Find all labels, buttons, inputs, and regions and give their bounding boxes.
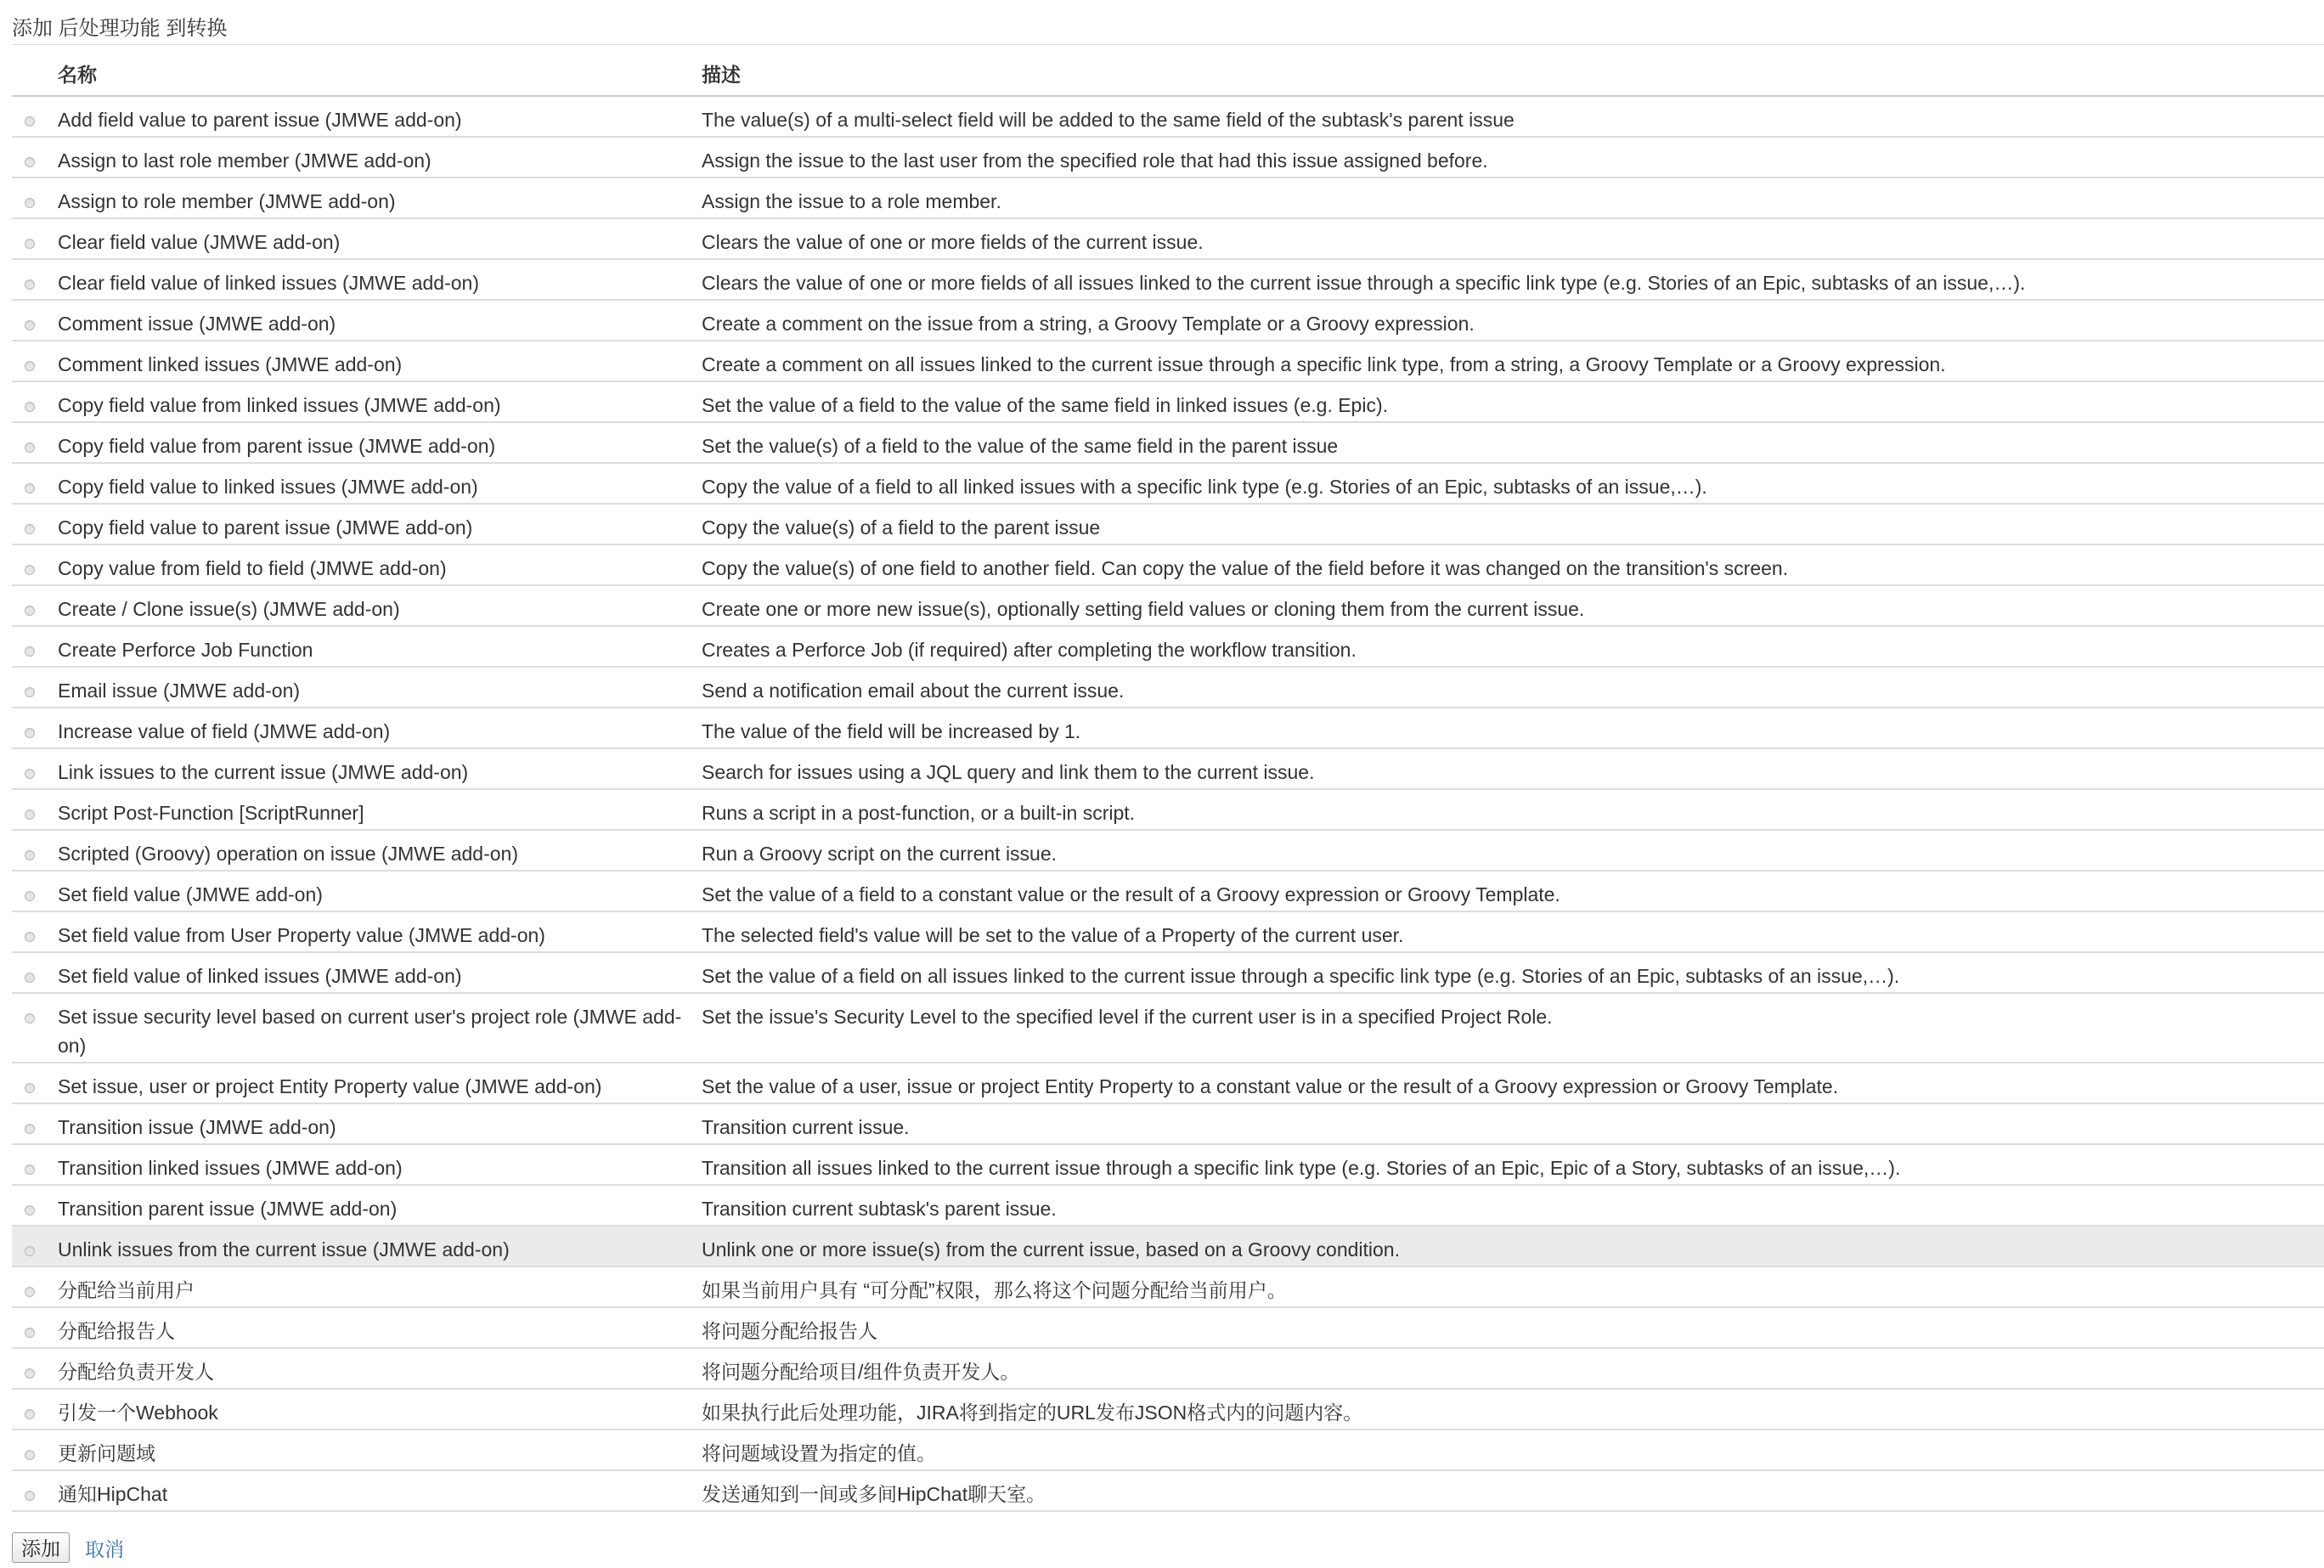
post-function-radio[interactable] bbox=[25, 1246, 35, 1256]
post-function-description: Assign the issue to the last user from the specified role that had this issue assigned before. bbox=[691, 137, 2324, 178]
post-function-radio[interactable] bbox=[25, 1205, 35, 1215]
table-row[interactable] bbox=[12, 1185, 2324, 1226]
post-function-name: Clear field value of linked issues (JMWE add-on) bbox=[48, 259, 691, 300]
cancel-link[interactable]: 取消 bbox=[85, 1538, 124, 1560]
radio-cell bbox=[12, 871, 48, 911]
post-function-description: 如果执行此后处理功能，JIRA将到指定的URL发布JSON格式内的问题内容。 bbox=[691, 1389, 2324, 1430]
post-function-radio[interactable] bbox=[25, 687, 35, 697]
post-function-description: 将问题分配给报告人 bbox=[691, 1307, 2324, 1348]
table-row[interactable] bbox=[12, 1226, 2324, 1266]
post-function-description: Set the value of a field to a constant value or the result of a Groovy expression or Groovy Template. bbox=[691, 871, 2324, 911]
radio-cell bbox=[12, 96, 48, 137]
post-function-radio[interactable] bbox=[25, 1328, 35, 1338]
post-function-description: Assign the issue to a role member. bbox=[691, 178, 2324, 218]
radio-cell bbox=[12, 178, 48, 218]
radio-cell bbox=[12, 1144, 48, 1185]
post-function-radio[interactable] bbox=[25, 1287, 35, 1297]
post-function-table bbox=[12, 54, 2324, 1512]
radio-cell bbox=[12, 463, 48, 504]
post-function-radio[interactable] bbox=[25, 1450, 35, 1460]
post-function-description: The value(s) of a multi-select field will be added to the same field of the subtask's parent issue bbox=[691, 96, 2324, 137]
post-function-radio[interactable] bbox=[25, 606, 35, 616]
radio-cell bbox=[12, 218, 48, 259]
post-function-radio[interactable] bbox=[25, 728, 35, 738]
post-function-radio[interactable] bbox=[25, 646, 35, 657]
post-function-name: Link issues to the current issue (JMWE add-on) bbox=[48, 748, 691, 789]
post-function-radio[interactable] bbox=[25, 769, 35, 779]
post-function-name: Create Perforce Job Function bbox=[48, 626, 691, 667]
post-function-description: The selected field's value will be set to the value of a Property of the current user. bbox=[691, 911, 2324, 952]
post-function-name: Copy field value to parent issue (JMWE add-on) bbox=[48, 504, 691, 544]
post-function-name: Create / Clone issue(s) (JMWE add-on) bbox=[48, 585, 691, 626]
post-function-description: Run a Groovy script on the current issue. bbox=[691, 830, 2324, 871]
post-function-radio[interactable] bbox=[25, 1491, 35, 1501]
radio-cell bbox=[12, 1389, 48, 1430]
post-function-name: Unlink issues from the current issue (JMWE add-on) bbox=[48, 1226, 691, 1266]
post-function-description: 发送通知到一间或多间HipChat聊天室。 bbox=[691, 1470, 2324, 1511]
post-function-radio[interactable] bbox=[25, 1409, 35, 1419]
post-function-radio[interactable] bbox=[25, 443, 35, 453]
post-function-name: Scripted (Groovy) operation on issue (JMWE add-on) bbox=[48, 830, 691, 871]
post-function-name: 更新问题域 bbox=[48, 1430, 691, 1470]
radio-cell bbox=[12, 1348, 48, 1389]
post-function-name: Transition parent issue (JMWE add-on) bbox=[48, 1185, 691, 1226]
post-function-radio[interactable] bbox=[25, 1083, 35, 1093]
radio-cell bbox=[12, 1307, 48, 1348]
post-function-radio[interactable] bbox=[25, 891, 35, 901]
radio-cell bbox=[12, 381, 48, 422]
post-function-description: Copy the value of a field to all linked issues with a specific link type (e.g. Stories of an Epic, subtasks of an issue,…). bbox=[691, 463, 2324, 504]
post-function-name: Set field value of linked issues (JMWE add-on) bbox=[48, 952, 691, 993]
post-function-description: 将问题域设置为指定的值。 bbox=[691, 1430, 2324, 1470]
post-function-description: Transition all issues linked to the current issue through a specific link type (e.g. Stories of an Epic, Epic of a Story, subtasks of an issue,…). bbox=[691, 1144, 2324, 1185]
table-row[interactable] bbox=[12, 911, 2324, 952]
post-function-radio[interactable] bbox=[25, 565, 35, 575]
post-function-description: Transition current subtask's parent issue. bbox=[691, 1185, 2324, 1226]
table-row[interactable] bbox=[12, 259, 2324, 300]
table-row[interactable] bbox=[12, 1470, 2324, 1511]
radio-cell bbox=[12, 911, 48, 952]
radio-cell bbox=[12, 1470, 48, 1511]
post-function-name: Add field value to parent issue (JMWE add-on) bbox=[48, 96, 691, 137]
table-row[interactable] bbox=[12, 218, 2324, 259]
table-row[interactable] bbox=[12, 830, 2324, 871]
post-function-name: 分配给当前用户 bbox=[48, 1266, 691, 1307]
post-function-description: Creates a Perforce Job (if required) after completing the workflow transition. bbox=[691, 626, 2324, 667]
post-function-description: Set the issue's Security Level to the specified level if the current user is in a specified Project Role. bbox=[691, 993, 2324, 1063]
post-function-name: Set field value (JMWE add-on) bbox=[48, 871, 691, 911]
post-function-description: Unlink one or more issue(s) from the current issue, based on a Groovy condition. bbox=[691, 1226, 2324, 1266]
radio-cell bbox=[12, 626, 48, 667]
table-row[interactable] bbox=[12, 544, 2324, 585]
table-row[interactable] bbox=[12, 585, 2324, 626]
post-function-radio[interactable] bbox=[25, 524, 35, 534]
post-function-description: The value of the field will be increased by 1. bbox=[691, 708, 2324, 748]
radio-cell bbox=[12, 789, 48, 830]
post-function-name: Increase value of field (JMWE add-on) bbox=[48, 708, 691, 748]
table-row[interactable] bbox=[12, 1103, 2324, 1144]
post-function-name: Copy field value from linked issues (JMWE add-on) bbox=[48, 381, 691, 422]
post-function-name: Copy value from field to field (JMWE add-on) bbox=[48, 544, 691, 585]
radio-cell bbox=[12, 1103, 48, 1144]
table-row[interactable] bbox=[12, 463, 2324, 504]
description-column-header: 描述 bbox=[691, 54, 2324, 96]
post-function-description: Search for issues using a JQL query and link them to the current issue. bbox=[691, 748, 2324, 789]
table-row[interactable] bbox=[12, 341, 2324, 381]
post-function-radio[interactable] bbox=[25, 1165, 35, 1175]
post-function-description: Create one or more new issue(s), optionally setting field values or cloning them from the current issue. bbox=[691, 585, 2324, 626]
post-function-radio[interactable] bbox=[25, 483, 35, 494]
table-row[interactable] bbox=[12, 1430, 2324, 1470]
post-function-description: Copy the value(s) of a field to the parent issue bbox=[691, 504, 2324, 544]
post-function-name: Transition linked issues (JMWE add-on) bbox=[48, 1144, 691, 1185]
table-row[interactable] bbox=[12, 789, 2324, 830]
name-column-header: 名称 bbox=[48, 54, 691, 96]
radio-cell bbox=[12, 667, 48, 708]
post-function-description: Clears the value of one or more fields of all issues linked to the current issue through a specific link type (e.g. Stories of an Epic, subtasks of an issue,…). bbox=[691, 259, 2324, 300]
post-function-description: Transition current issue. bbox=[691, 1103, 2324, 1144]
post-function-radio[interactable] bbox=[25, 1013, 35, 1024]
post-function-name: Script Post-Function [ScriptRunner] bbox=[48, 789, 691, 830]
post-function-name: Transition issue (JMWE add-on) bbox=[48, 1103, 691, 1144]
table-row[interactable] bbox=[12, 1389, 2324, 1430]
table-row[interactable] bbox=[12, 952, 2324, 993]
table-row[interactable] bbox=[12, 1266, 2324, 1307]
radio-cell bbox=[12, 259, 48, 300]
post-function-radio[interactable] bbox=[25, 932, 35, 942]
table-row[interactable] bbox=[12, 1307, 2324, 1348]
post-function-radio[interactable] bbox=[25, 402, 35, 412]
post-function-radio[interactable] bbox=[25, 279, 35, 290]
post-function-name: Copy field value from parent issue (JMWE add-on) bbox=[48, 422, 691, 463]
radio-cell bbox=[12, 341, 48, 381]
post-function-description: Set the value of a user, issue or project Entity Property to a constant value or the result of a Groovy expression or Groovy Template. bbox=[691, 1063, 2324, 1103]
post-function-radio[interactable] bbox=[25, 157, 35, 167]
radio-cell bbox=[12, 830, 48, 871]
radio-cell bbox=[12, 1185, 48, 1226]
post-function-name: Set issue, user or project Entity Property value (JMWE add-on) bbox=[48, 1063, 691, 1103]
table-row[interactable] bbox=[12, 871, 2324, 911]
table-row[interactable] bbox=[12, 626, 2324, 667]
post-function-name: Copy field value to linked issues (JMWE add-on) bbox=[48, 463, 691, 504]
table-row[interactable] bbox=[12, 422, 2324, 463]
post-function-name: Comment issue (JMWE add-on) bbox=[48, 300, 691, 341]
form-buttons bbox=[12, 1529, 124, 1568]
post-function-name: Assign to role member (JMWE add-on) bbox=[48, 178, 691, 218]
table-row[interactable] bbox=[12, 1144, 2324, 1185]
table-row[interactable] bbox=[12, 667, 2324, 708]
radio-cell bbox=[12, 422, 48, 463]
radio-cell bbox=[12, 137, 48, 178]
post-function-radio[interactable] bbox=[25, 973, 35, 983]
post-function-name: Comment linked issues (JMWE add-on) bbox=[48, 341, 691, 381]
radio-cell bbox=[12, 1226, 48, 1266]
table-row[interactable] bbox=[12, 300, 2324, 341]
table-row[interactable] bbox=[12, 381, 2324, 422]
table-row[interactable] bbox=[12, 137, 2324, 178]
post-function-radio[interactable] bbox=[25, 198, 35, 208]
radio-cell bbox=[12, 708, 48, 748]
post-function-radio[interactable] bbox=[25, 320, 35, 330]
post-function-description: Clears the value of one or more fields of the current issue. bbox=[691, 218, 2324, 259]
radio-cell bbox=[12, 993, 48, 1063]
post-function-description: 将问题分配给项目/组件负责开发人。 bbox=[691, 1348, 2324, 1389]
radio-cell bbox=[12, 585, 48, 626]
table-row[interactable] bbox=[12, 178, 2324, 218]
post-function-name: Email issue (JMWE add-on) bbox=[48, 667, 691, 708]
radio-cell bbox=[12, 300, 48, 341]
post-function-description: Create a comment on the issue from a string, a Groovy Template or a Groovy expression. bbox=[691, 300, 2324, 341]
post-function-description: Set the value of a field on all issues linked to the current issue through a specific link type (e.g. Stories of an Epic, subtasks of an issue,…). bbox=[691, 952, 2324, 993]
post-function-radio[interactable] bbox=[25, 850, 35, 860]
post-function-name: 分配给报告人 bbox=[48, 1307, 691, 1348]
radio-cell bbox=[12, 1430, 48, 1470]
radio-column-header bbox=[12, 54, 48, 96]
radio-cell bbox=[12, 1266, 48, 1307]
page-title: 添加 后处理功能 到转换 bbox=[12, 17, 228, 40]
title-divider bbox=[12, 44, 2324, 45]
add-button[interactable]: 添加 bbox=[12, 1532, 70, 1563]
post-function-name: Assign to last role member (JMWE add-on) bbox=[48, 137, 691, 178]
post-function-description: Copy the value(s) of one field to another field. Can copy the value of the field before it was changed on the transition's screen. bbox=[691, 544, 2324, 585]
table-header-row bbox=[12, 54, 2324, 96]
post-function-radio[interactable] bbox=[25, 116, 35, 127]
post-function-description: Set the value of a field to the value of the same field in linked issues (e.g. Epic). bbox=[691, 381, 2324, 422]
radio-cell bbox=[12, 1063, 48, 1103]
radio-cell bbox=[12, 544, 48, 585]
post-function-radio[interactable] bbox=[25, 1124, 35, 1134]
post-function-name: Clear field value (JMWE add-on) bbox=[48, 218, 691, 259]
table-row[interactable] bbox=[12, 504, 2324, 544]
radio-cell bbox=[12, 748, 48, 789]
post-function-radio[interactable] bbox=[25, 1368, 35, 1379]
post-function-description: Set the value(s) of a field to the value of the same field in the parent issue bbox=[691, 422, 2324, 463]
post-function-description: Send a notification email about the current issue. bbox=[691, 667, 2324, 708]
post-function-radio[interactable] bbox=[25, 361, 35, 371]
table-row[interactable] bbox=[12, 96, 2324, 137]
post-function-radio[interactable] bbox=[25, 809, 35, 820]
post-function-name: Set issue security level based on current user's project role (JMWE add-on) bbox=[48, 993, 691, 1063]
table-row[interactable] bbox=[12, 1348, 2324, 1389]
post-function-description: 如果当前用户具有 “可分配”权限，那么将这个问题分配给当前用户。 bbox=[691, 1266, 2324, 1307]
post-function-name: 分配给负责开发人 bbox=[48, 1348, 691, 1389]
table-row[interactable] bbox=[12, 1063, 2324, 1103]
table-row[interactable] bbox=[12, 993, 2324, 1063]
table-row[interactable] bbox=[12, 708, 2324, 748]
post-function-description: Create a comment on all issues linked to the current issue through a specific link type, from a string, a Groovy Template or a Groovy expression. bbox=[691, 341, 2324, 381]
post-function-name: 引发一个Webhook bbox=[48, 1389, 691, 1430]
table-row[interactable] bbox=[12, 748, 2324, 789]
post-function-description: Runs a script in a post-function, or a built-in script. bbox=[691, 789, 2324, 830]
post-function-radio[interactable] bbox=[25, 239, 35, 249]
post-function-name: 通知HipChat bbox=[48, 1470, 691, 1511]
post-function-name: Set field value from User Property value (JMWE add-on) bbox=[48, 911, 691, 952]
radio-cell bbox=[12, 952, 48, 993]
radio-cell bbox=[12, 504, 48, 544]
